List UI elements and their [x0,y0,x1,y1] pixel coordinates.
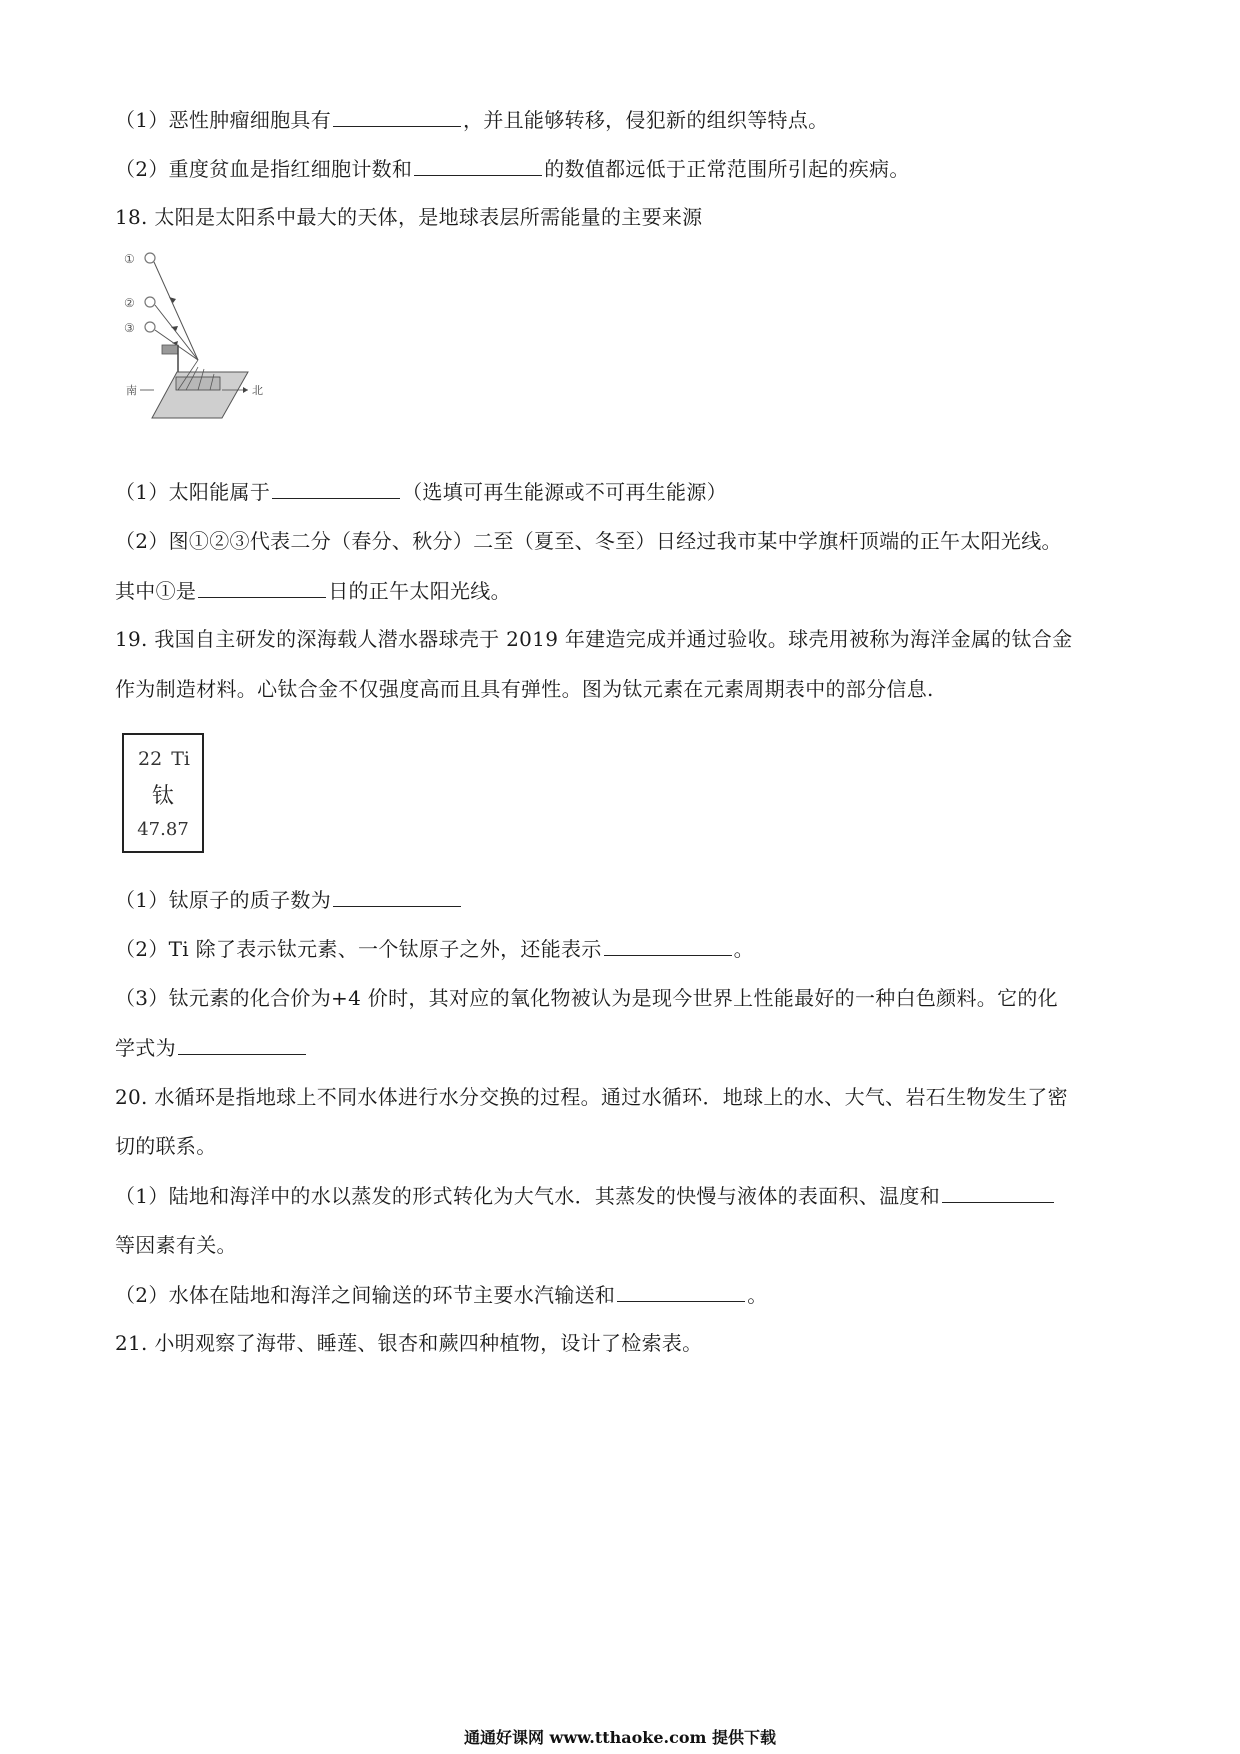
flag-icon [162,345,178,354]
q18-part2-line1: （2）图①②③代表二分（春分、秋分）二至（夏至、冬至）日经过我市某中学旗杆顶端的正午太阳光线。 [115,529,1062,553]
answer-blank[interactable] [272,476,400,499]
q19-part3-line1: （3）钛元素的化合价为+4 价时，其对应的氧化物被认为是现今世界上性能最好的一种白色颜料。它的化 [115,986,1058,1010]
element-symbol: Ti [171,748,190,770]
q20-part2-text-a: （2）水体在陆地和海洋之间输送的环节主要水汽输送和 [115,1283,616,1307]
answer-blank[interactable] [604,933,732,956]
q17-part2-text-a: （2）重度贫血是指红细胞计数和 [115,157,413,181]
q18-title: 18. 太阳是太阳系中最大的天体，是地球表层所需能量的主要来源 [115,205,703,229]
sun-position-3 [145,322,155,332]
q19-part2-text-b: 。 [733,937,754,961]
q17-part2 [115,153,910,184]
q19-line1: 19. 我国自主研发的深海载人潜水器球壳于 2019 年建造完成并通过验收。球壳用被称为海洋金属的钛合金 [115,627,1073,651]
q17-part1 [115,104,828,135]
q18-part1-text-a: （1）太阳能属于 [115,480,271,504]
q20-part2 [115,1279,768,1310]
q18-part2-line2 [115,575,511,606]
q19-part1-text: （1）钛原子的质子数为 [115,888,332,912]
south-label: 南 [126,384,137,397]
q18-part1-text-b: （选填可再生能源或不可再生能源） [402,480,727,504]
q19-line2: 作为制造材料。心钛合金不仅强度高而且具有弹性。图为钛元素在元素周期表中的部分信息. [115,677,934,701]
element-name: 钛 [151,784,174,809]
answer-blank[interactable] [333,884,461,907]
q19-part2-text-a: （2）Ti 除了表示钛元素、一个钛原子之外，还能表示 [115,937,602,961]
q17-part1-text-b: ，并且能够转移，侵犯新的组织等特点。 [463,108,829,132]
q19-part3-text: 学式为 [115,1036,176,1060]
q20-part1-text: （1）陆地和海洋中的水以蒸发的形式转化为大气水．其蒸发的快慢与液体的表面积、温度和 [115,1184,941,1208]
q20-line1: 20. 水循环是指地球上不同水体进行水分交换的过程。通过水循环．地球上的水、大气、岩石生物发生了密 [115,1085,1068,1109]
q18-part1 [115,476,727,507]
atomic-number: 22 [138,748,163,770]
ray-label-1: ① [124,252,135,266]
ray-label-3: ③ [124,321,135,335]
q20-part2-text-b: 。 [747,1283,768,1307]
answer-blank[interactable] [414,153,542,176]
answer-blank[interactable] [178,1032,306,1055]
sun-rays-figure [122,242,294,450]
q19-part2 [115,933,754,964]
q20-part1-line1 [115,1180,1056,1211]
answer-blank[interactable] [198,575,326,598]
answer-blank[interactable] [942,1180,1054,1203]
q18-part2-text-b: 日的正午太阳光线。 [328,579,511,603]
q17-part1-text-a: （1）恶性肿瘤细胞具有 [115,108,332,132]
q20-part1-line2: 等因素有关。 [115,1233,237,1257]
q19-part3-line2 [115,1032,308,1063]
ray-label-2: ② [124,296,135,310]
north-label: 北 [252,384,263,397]
north-arrow-icon [243,387,248,393]
answer-blank[interactable] [333,104,461,127]
atomic-mass: 47.87 [137,819,189,840]
page-footer: 通通好课网 www.tthaoke.com 提供下载 [463,1728,777,1747]
q17-part2-text-b: 的数值都远低于正常范围所引起的疾病。 [544,157,910,181]
q21-line1: 21. 小明观察了海带、睡莲、银杏和蕨四种植物，设计了检索表。 [115,1331,703,1355]
q18-part2-text-a: 其中①是 [115,579,197,603]
sun-position-2 [145,297,155,307]
q20-line2: 切的联系。 [115,1134,217,1158]
sun-position-1 [145,253,155,263]
q19-part1 [115,884,463,915]
answer-blank[interactable] [617,1279,745,1302]
titanium-element-card [122,733,204,853]
ray-arrow-1 [169,297,176,303]
